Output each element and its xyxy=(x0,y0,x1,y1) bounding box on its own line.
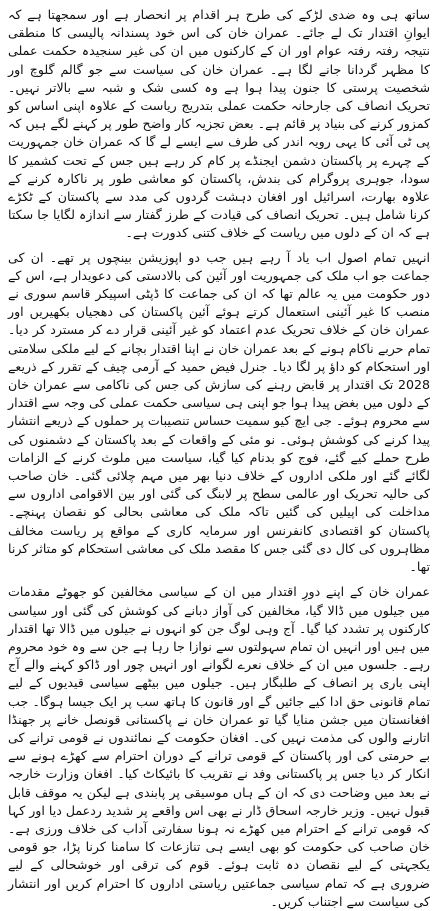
article-paragraph-3: عمران خان کے اپنے دورِ اقتدار میں ان کے سیاسی مخالفین کو جھوٹے مقدمات میں جیلوں میں ڈالا گیا، مخالفین کی آواز دبانے کی کوشش کی گئی اور سیاسی کارکنوں پر تشدد کیا گیا۔ آج وہی لوگ جن کو انہوں نے جیلوں میں ڈالا تھا اقتدار میں ہیں اور انہیں ان تمام سہولتوں سے نوازا جا رہا ہے جن سے وہ خود محروم رہے۔ جلسوں میں ان کے خلاف نعرے لگوانے اور انہیں چور اور ڈاکو کہنے والے آج اپنی باری پر انصاف کے طلبگار ہیں۔ جیلوں میں بیٹھے سیاسی قیدیوں کے لیے تمام قانونی حق ادا کیے جائیں گے اور قانون کا ہاتھ سب پر ایک جیسا ہوگا۔ جب افغانستان میں جشن منایا گیا تو عمران خان نے پاکستانی قونصل خانے پر جھنڈا اتارنے والوں کی مذمت نہیں کی۔ افغان حکومت کے نمائندوں نے قومی ترانے کی بے حرمتی کی اور پاکستان کے قومی ترانے کے دوران احترام سے کھڑے ہونے سے انکار کر دیا جس پر پاکستانی وفد نے تقریب کا بائیکاٹ کیا۔ افغان وزارت خارجہ نے بعد میں وضاحت دی کہ ان کے ہاں موسیقی پر پابندی ہے لیکن یہ موقف قابل قبول نہیں۔ وزیر خارجہ اسحاق ڈار نے بھی اس واقعے پر شدید ردعمل دیا اور کہا کہ قومی ترانے کے احترام میں کھڑے نہ ہونا سفارتی آداب کی خلاف ورزی ہے۔ خان صاحب کی حکومت کو بھی ایسے ہی تنازعات کا سامنا کرنا پڑا، جو قومی یکجہتی کے لیے نقصان دہ ثابت ہوئے۔ قوم کی ترقی اور خوشحالی کے لیے ضروری ہے کہ تمام سیاسی جماعتیں ریاستی اداروں کا احترام کریں اور انتشار کی سیاست سے اجتناب کریں۔ xyxy=(8,584,430,909)
article-paragraph-1: ساتھ ہی وہ ضدی لڑکے کی طرح ہر اقدام پر انحصار ہے اور سمجھتا ہے کہ ایوانِ اقتدار تک لے جائے۔ عمران خان کی اس خود پسندانہ پالیسی کا منطقی نتیجہ رفتہ رفتہ عوام اور ان کے کارکنوں میں ان کی غیر سنجیدہ حکمت عملی کا مظہر گردانا جانے لگا ہے۔ عمران خان کی سیاست سے جو گالم گلوچ اور شخصیت پرستی کا جنون پیدا ہوا ہے وہ کسی شک و شبہ سے بالاتر نہیں۔ تحریک انصاف کی جارحانہ حکمت عملی بتدریج ریاست کے علاوہ اپنی اساس کو کمزور کرنے کی بنیاد پر قائم ہے۔ بعض تجزیہ کار واضح طور پر کہنے لگے ہیں کہ پی ٹی آئی کا یہی رویہ اندر کی طرف سے ایسے لے گا کہ عمران خان جمہوریت کے چہرے پر پاکستان دشمن ایجنڈے پر کام کر رہے ہیں جس کے تحت کشمیر کا سودا، جوہری پروگرام کی بندش، پاکستان کو معاشی طور پر ناکارہ کرنے کے علاوہ بھارت، اسرائیل اور افغان دہشت گردوں کی مدد سے پاکستان کے ٹکڑے کرنا شامل ہیں۔ تحریک انصاف کی قیادت کے طرز گفتار سے اندازہ لگایا جا سکتا ہے کہ ان کے دلوں میں ریاست کے خلاف کتنی کدورت ہے۔ xyxy=(8,7,430,241)
article-paragraph-2: انہیں تمام اصول اب یاد آ رہے ہیں جب دو اپوزیشن بینچوں پر تھے۔ ان کی جماعت جو اب ملک کی جمہوریت اور آئین کی بالادستی کی دعویدار ہے، اس کے دور حکومت میں یہ عالم تھا کہ ان کی جماعت کا ڈپٹی اسپیکر قاسم سوری نے منصب کا غیر آئینی استعمال کرتے ہوئے آئین پاکستان کی دھجیاں بکھیریں اور عمران خان کے خلاف تحریک عدم اعتماد کو غیر آئینی قرار دے کر مسترد کر دیا۔ تمام حربے ناکام ہونے کے بعد عمران خان نے اپنا اقتدار بچانے کے لیے ملکی سلامتی اور استحکام کو داؤ پر لگا دیا۔ جنرل فیض حمید کے آرمی چیف کے تقرر کے ذریعے 2028 تک اقتدار پر قابض رہنے کی سازش کی جس کی ناکامی سے عمران خان کے دلوں میں بغض پیدا ہوا جو اپنی ہی سیاسی حکمت عملی کی وجہ سے اقتدار سے محروم ہوئے۔ جی ایچ کیو سمیت حساس تنصیبات پر حملوں کے ذریعے انتشار پیدا کرنے کی کوشش ہوئی۔ نو مئی کے واقعات کے بعد پاکستان کے دشمنوں کی طرح حملے کیے گئے، فوج کو بدنام کیا گیا، سیاست میں ملوث کرنے کے الزامات لگائے گئے اور ملکی اداروں کے خلاف دنیا بھر میں مہم چلائی گئی۔ خان صاحب کی حالیہ تحریک اور عالمی سطح پر لابنگ کی گئی اور بین الاقوامی اداروں سے مداخلت کی اپیلیں کی گئیں تاکہ ملک کی معاشی بحالی کو نقصان پہنچے۔ پاکستان کو اقتصادی کانفرنس اور سرمایہ کاری کے مواقع پر ریاست مخالف مظاہروں کی کال دی گئی جس کا مقصد ملک کی معاشی استحکام کو متاثر کرنا تھا۔ xyxy=(8,249,430,575)
